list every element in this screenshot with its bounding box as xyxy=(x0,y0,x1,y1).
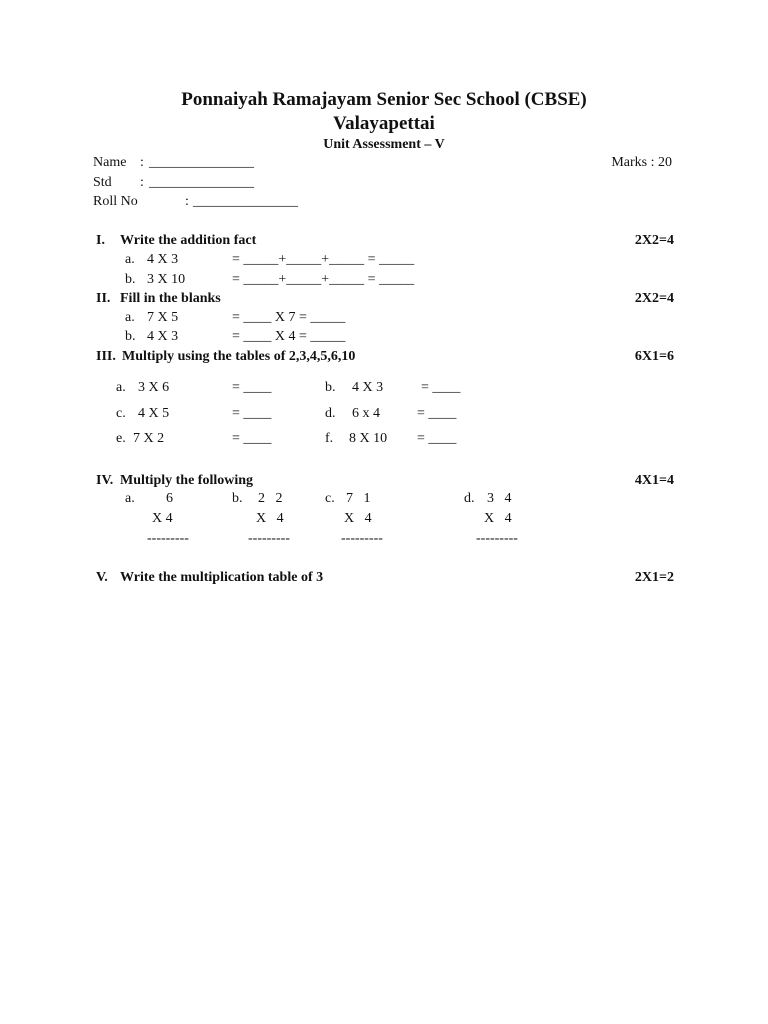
q3-item-expr: 3 X 6 xyxy=(138,380,170,395)
q4-item-letter: b. xyxy=(232,491,243,506)
marks-total: Marks : 20 xyxy=(611,155,672,170)
q4-item-letter: a. xyxy=(125,491,135,506)
q1-item-answer: = _____+_____+_____ = _____ xyxy=(232,252,415,267)
q5-marks: 2X1=2 xyxy=(634,570,674,585)
q5-title: Write the multiplication table of 3 xyxy=(120,570,324,585)
q3-item-answer: = ____ xyxy=(421,380,461,395)
q3-item-expr: 4 X 3 xyxy=(352,380,384,395)
q1-item-letter: b. xyxy=(125,272,136,287)
q3-marks: 6X1=6 xyxy=(634,349,674,364)
q3-item-answer: = ____ xyxy=(232,431,272,446)
roll-field: _______________ xyxy=(193,194,298,209)
q2-item-expr: 7 X 5 xyxy=(147,310,179,325)
q2-marks: 2X2=4 xyxy=(634,291,674,306)
q4-item-multiplier: X 4 xyxy=(344,511,372,526)
std-sep: : xyxy=(140,175,144,190)
roll-sep: : xyxy=(185,194,189,209)
q3-item-letter: c. xyxy=(116,406,126,421)
q4-item-multiplier: X 4 xyxy=(152,511,173,526)
q4-item-multiplier: X 4 xyxy=(256,511,284,526)
q3-item-letter: e. xyxy=(116,431,126,446)
q2-number: II. xyxy=(96,291,111,306)
q3-title: Multiply using the tables of 2,3,4,5,6,10 xyxy=(122,349,356,364)
q1-title: Write the addition fact xyxy=(120,233,257,248)
q4-number: IV. xyxy=(96,473,114,488)
q3-item-letter: a. xyxy=(116,380,126,395)
roll-label: Roll No xyxy=(93,194,138,209)
q4-item-top: 2 2 xyxy=(258,491,283,506)
q1-marks: 2X2=4 xyxy=(634,233,674,248)
q3-item-answer: = ____ xyxy=(232,380,272,395)
q4-item-multiplier: X 4 xyxy=(484,511,512,526)
q4-marks: 4X1=4 xyxy=(634,473,674,488)
q1-item-letter: a. xyxy=(125,252,135,267)
name-field: _______________ xyxy=(149,155,254,170)
exam-title: Unit Assessment – V xyxy=(323,137,445,152)
q4-item-answer-line: --------- xyxy=(147,531,189,546)
q3-item-expr: 8 X 10 xyxy=(349,431,388,446)
q4-item-top: 3 4 xyxy=(487,491,512,506)
q3-item-answer: = ____ xyxy=(417,431,457,446)
q3-item-letter: d. xyxy=(325,406,336,421)
q2-item-expr: 4 X 3 xyxy=(147,329,179,344)
q3-item-answer: = ____ xyxy=(417,406,457,421)
q2-item-letter: b. xyxy=(125,329,136,344)
std-label: Std xyxy=(93,175,112,190)
q3-item-expr: 4 X 5 xyxy=(138,406,170,421)
q4-title: Multiply the following xyxy=(120,473,254,488)
q3-item-expr: 7 X 2 xyxy=(133,431,165,446)
q4-item-letter: d. xyxy=(464,491,475,506)
q4-item-answer-line: --------- xyxy=(341,531,383,546)
name-label: Name xyxy=(93,155,127,170)
name-sep: : xyxy=(140,155,144,170)
school-place: Valayapettai xyxy=(333,113,435,134)
q1-number: I. xyxy=(96,233,105,248)
q3-item-letter: f. xyxy=(325,431,334,446)
q3-item-expr: 6 x 4 xyxy=(352,406,380,421)
q1-item-expr: 3 X 10 xyxy=(147,272,186,287)
q1-item-expr: 4 X 3 xyxy=(147,252,179,267)
q3-number: III. xyxy=(96,349,116,364)
q4-item-letter: c. xyxy=(325,491,335,506)
q2-item-letter: a. xyxy=(125,310,135,325)
std-field: _______________ xyxy=(149,175,254,190)
q4-item-top: 6 xyxy=(166,491,173,506)
q3-item-answer: = ____ xyxy=(232,406,272,421)
q2-title: Fill in the blanks xyxy=(120,291,221,306)
q2-item-answer: = ____ X 7 = _____ xyxy=(232,310,346,325)
q4-item-answer-line: --------- xyxy=(248,531,290,546)
q4-item-top: 7 1 xyxy=(346,491,371,506)
q4-item-answer-line: --------- xyxy=(476,531,518,546)
q3-item-letter: b. xyxy=(325,380,336,395)
q1-item-answer: = _____+_____+_____ = _____ xyxy=(232,272,415,287)
school-name: Ponnaiyah Ramajayam Senior Sec School (CBSE) xyxy=(181,89,587,110)
q5-number: V. xyxy=(96,570,108,585)
q2-item-answer: = ____ X 4 = _____ xyxy=(232,329,346,344)
